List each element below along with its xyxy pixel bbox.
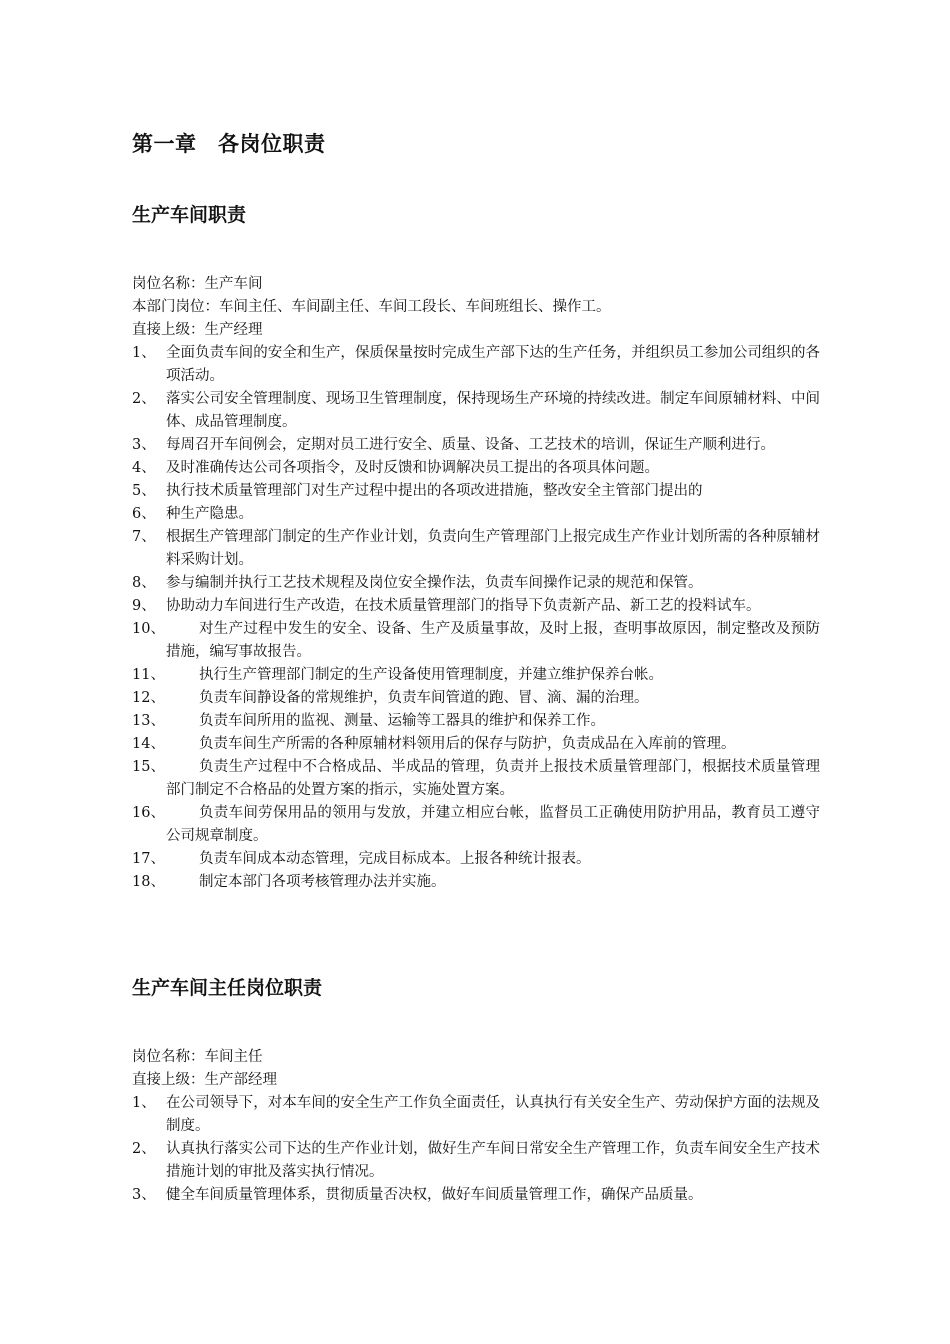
duty-text: 参与编制并执行工艺技术规程及岗位安全操作法，负责车间操作记录的规范和保管。 <box>166 575 703 591</box>
duty-item <box>132 595 820 618</box>
post-name: 岗位名称：车间主任 <box>132 1049 263 1065</box>
duty-number: 12、 <box>132 690 165 706</box>
duty-text: 认真执行落实公司下达的生产作业计划，做好生产车间日常安全生产管理工作，负责车间安全生产技术措施计划的审批及落实执行情况。 <box>166 1141 820 1180</box>
duty-text: 负责车间生产所需的各种原辅材料领用后的保存与防护，负责成品在入库前的管理。 <box>199 736 736 752</box>
chapter-title: 第一章 各岗位职责 <box>132 132 326 156</box>
duty-number: 1、 <box>132 1095 156 1111</box>
duty-number: 16、 <box>132 805 165 821</box>
duty-text: 根据生产管理部门制定的生产作业计划，负责向生产管理部门上报完成生产作业计划所需的各种原辅材料采购计划。 <box>166 529 820 568</box>
duty-text: 负责生产过程中不合格成品、半成品的管理，负责并上报技术质量管理部门，根据技术质量管理部门制定不合格品的处置方案的指示，实施处置方案。 <box>166 759 820 798</box>
duty-text: 负责车间劳保用品的领用与发放，并建立相应台帐，监督员工正确使用防护用品，教育员工遵守公司规章制度。 <box>166 805 820 844</box>
duty-text: 落实公司安全管理制度、现场卫生管理制度，保持现场生产环境的持续改进。制定车间原辅材料、中间体、成品管理制度。 <box>166 391 820 430</box>
duty-text: 及时准确传达公司各项指令，及时反馈和协调解决员工提出的各项具体问题。 <box>166 460 659 476</box>
duty-number: 7、 <box>132 529 156 545</box>
direct-superior: 直接上级：生产经理 <box>132 322 263 338</box>
duty-text: 协助动力车间进行生产改造，在技术质量管理部门的指导下负责新产品、新工艺的投料试车。 <box>166 598 761 614</box>
duty-number: 4、 <box>132 460 156 476</box>
duty-item <box>132 848 820 871</box>
duty-list <box>132 342 820 894</box>
duty-text: 对生产过程中发生的安全、设备、生产及质量事故，及时上报，查明事故原因，制定整改及预防措施，编写事故报告。 <box>166 621 820 660</box>
duty-text: 制定本部门各项考核管理办法并实施。 <box>199 874 446 890</box>
duty-number: 13、 <box>132 713 165 729</box>
duty-number: 9、 <box>132 598 156 614</box>
duty-number: 2、 <box>132 391 156 407</box>
duty-number: 8、 <box>132 575 156 591</box>
duty-item <box>132 480 820 503</box>
duty-text: 负责车间成本动态管理，完成目标成本。上报各种统计报表。 <box>199 851 591 867</box>
duty-item <box>132 526 820 572</box>
duty-text: 负责车间所用的监视、测量、运输等工器具的维护和保养工作。 <box>199 713 605 729</box>
duty-number: 15、 <box>132 759 165 775</box>
duty-item <box>132 802 820 848</box>
duty-item <box>132 618 820 664</box>
duty-item <box>132 1092 820 1138</box>
duty-number: 11、 <box>132 667 165 683</box>
duty-text: 每周召开车间例会，定期对员工进行安全、质量、设备、工艺技术的培训，保证生产顺利进行。 <box>166 437 775 453</box>
duty-number: 10、 <box>132 621 165 637</box>
duty-item <box>132 388 820 434</box>
duty-text: 负责车间静设备的常规维护，负责车间管道的跑、冒、滴、漏的治理。 <box>199 690 649 706</box>
duty-item <box>132 1138 820 1184</box>
section-title-workshop: 生产车间职责 <box>132 204 247 226</box>
post-name: 岗位名称：生产车间 <box>132 276 263 292</box>
section-workshop-duties <box>132 273 820 894</box>
duty-item <box>132 503 820 526</box>
duty-item <box>132 434 820 457</box>
duty-number: 1、 <box>132 345 156 361</box>
duty-number: 14、 <box>132 736 165 752</box>
duty-item <box>132 733 820 756</box>
duty-text: 执行技术质量管理部门对生产过程中提出的各项改进措施，整改安全主管部门提出的 <box>166 483 703 499</box>
duty-item <box>132 710 820 733</box>
duty-number: 2、 <box>132 1141 156 1157</box>
direct-superior: 直接上级：生产部经理 <box>132 1072 277 1088</box>
department-posts: 本部门岗位：车间主任、车间副主任、车间工段长、车间班组长、操作工。 <box>132 299 611 315</box>
duty-text: 健全车间质量管理体系，贯彻质量否决权，做好车间质量管理工作，确保产品质量。 <box>166 1187 703 1203</box>
duty-text: 全面负责车间的安全和生产，保质保量按时完成生产部下达的生产任务，并组织员工参加公司组织的各项活动。 <box>166 345 820 384</box>
duty-list <box>132 1092 820 1207</box>
section-title-workshop-director: 生产车间主任岗位职责 <box>132 977 323 999</box>
duty-number: 3、 <box>132 1187 156 1203</box>
duty-number: 17、 <box>132 851 165 867</box>
duty-text: 执行生产管理部门制定的生产设备使用管理制度，并建立维护保养台帐。 <box>199 667 663 683</box>
duty-number: 5、 <box>132 483 156 499</box>
duty-text: 在公司领导下，对本车间的安全生产工作负全面责任，认真执行有关安全生产、劳动保护方面的法规及制度。 <box>166 1095 820 1134</box>
duty-number: 6、 <box>132 506 156 522</box>
section-director-duties <box>132 1046 820 1207</box>
duty-number: 3、 <box>132 437 156 453</box>
duty-item <box>132 871 820 894</box>
duty-item <box>132 756 820 802</box>
duty-text: 种生产隐患。 <box>166 506 253 522</box>
duty-item <box>132 664 820 687</box>
duty-item <box>132 687 820 710</box>
duty-item <box>132 342 820 388</box>
duty-number: 18、 <box>132 874 165 890</box>
duty-item <box>132 457 820 480</box>
duty-item <box>132 1184 820 1207</box>
duty-item <box>132 572 820 595</box>
